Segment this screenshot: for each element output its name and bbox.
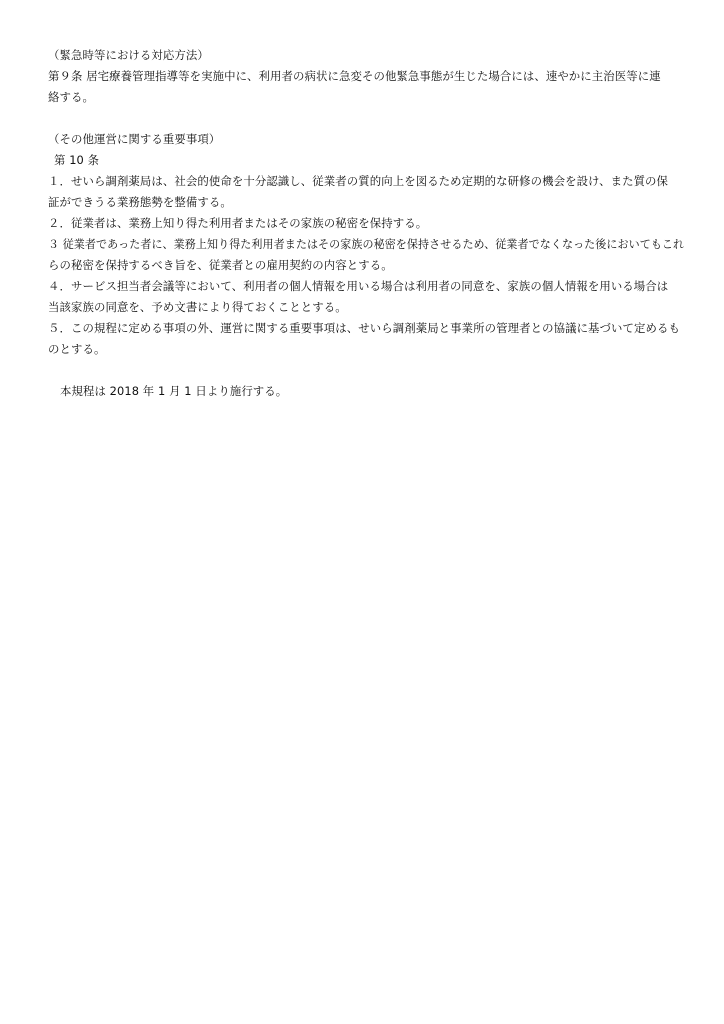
section10-article: 第 10 条 [54,153,100,167]
item4-line2: 当該家族の同意を、予め文書により得ておくこととする。 [48,300,347,314]
item3-line2: らの秘密を保持するべき旨を、従業者との雇用契約の内容とする。 [48,258,393,272]
section9-line2: 絡する。 [48,90,94,104]
section9-line1: 第９条 居宅療養管理指導等を実施中に、利用者の病状に急変その他緊急事態が生じた場合には、速やかに主治医等に連 [48,69,661,83]
item3-line1: ３ 従業者であった者に、業務上知り得た利用者またはその家族の秘密を保持させるため、従業者でなくなった後においてもこれ [48,237,685,251]
section10-heading: （その他運営に関する重要事項） [48,132,221,146]
item5-line2: のとする。 [48,342,106,356]
item5-line1: ５．この規程に定める事項の外、運営に関する重要事項は、せいら調剤薬局と事業所の管理者との協議に基づいて定めるも [48,321,680,335]
effective-date: 本規程は 2018 年 1 月 1 日より施行する。 [60,384,288,398]
item4-line1: ４．サービス担当者会議等において、利用者の個人情報を用いる場合は利用者の同意を、家族の個人情報を用いる場合は [48,279,669,293]
item1-line1: １．せいら調剤薬局は、社会的使命を十分認識し、従業者の質的向上を図るため定期的な研修の機会を設け、また質の保 [48,174,669,188]
item2-line1: ２．従業者は、業務上知り得た利用者またはその家族の秘密を保持する。 [48,216,428,230]
section9-heading: （緊急時等における対応方法） [48,48,209,62]
item1-line2: 証ができうる業務態勢を整備する。 [48,195,232,209]
